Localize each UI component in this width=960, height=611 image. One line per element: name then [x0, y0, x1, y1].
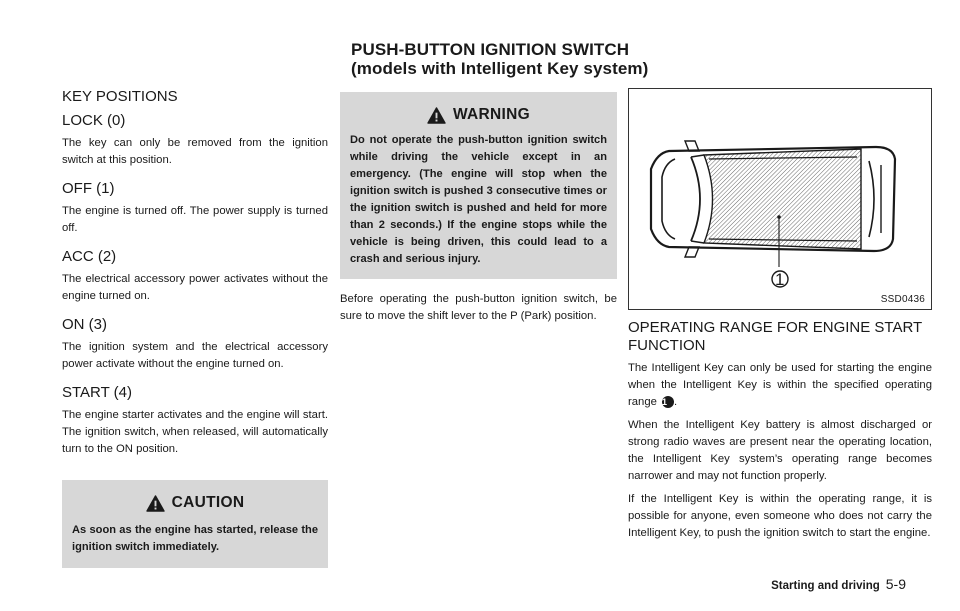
warning-heading-text: WARNING — [452, 106, 530, 123]
range-mark-icon: 1 — [662, 396, 674, 408]
lock-text: The key can only be removed from the ignition switch at this position. — [62, 137, 328, 166]
start-title: START (4) — [62, 384, 133, 401]
shift-lever-paragraph: Before operating the push-button ignition switch, be sure to move the shift lever to the P (Park) position. — [340, 293, 617, 322]
lock-title: LOCK (0) — [62, 112, 126, 129]
operating-range-figure — [628, 88, 932, 310]
page-number: 5-9 — [885, 576, 906, 592]
footer-section: Starting and driving — [771, 580, 880, 592]
off-text: The engine is turned off. The power supply is turned off. — [62, 205, 328, 234]
caution-box — [62, 480, 328, 568]
page-title: PUSH-BUTTON IGNITION SWITCH — [351, 40, 630, 59]
right-column — [628, 88, 932, 542]
acc-text: The electrical accessory power activates without the engine turned on. — [62, 273, 328, 302]
windshield-outline — [691, 157, 700, 241]
on-title: ON (3) — [62, 316, 107, 333]
left-column — [62, 88, 328, 568]
off-title: OFF (1) — [62, 180, 115, 197]
operating-range-title: OPERATING RANGE FOR ENGINE START FUNCTION — [628, 319, 922, 354]
key-positions-title: KEY POSITIONS — [62, 88, 178, 105]
warning-heading — [350, 106, 607, 124]
caution-heading — [72, 494, 318, 512]
start-text: The engine starter activates and the engine will start. The ignition switch, when released, will automatically turn to the ON position. — [62, 409, 328, 455]
vehicle-top-view-diagram — [629, 89, 931, 309]
warning-triangle-icon — [427, 107, 446, 124]
operating-range-p1-end: . — [674, 396, 678, 408]
figure-id: SSD0436 — [880, 294, 925, 305]
acc-title: ACC (2) — [62, 248, 117, 265]
rear-window-outline — [869, 161, 874, 237]
operating-range-p3: If the Intelligent Key is within the operating range, it is possible for anyone, even someone who does not carry the Intelligent Key, to push the ignition switch to start the engine. — [628, 493, 932, 539]
operating-range-p1-text: The Intelligent Key can only be used for starting the engine when the Intelligent Key is within the specified operating range — [628, 362, 932, 408]
operating-range-p2: When the Intelligent Key battery is almost discharged or strong radio waves are present near the operating location, the Intelligent Key system’s operating range becomes narrower and may not function properly. — [628, 419, 932, 482]
warning-text: Do not operate the push-button ignition switch while driving the vehicle except in an emergency. (The engine will stop when the ignition switch is pushed 3 consecutive times or the ignition switch is pushed and held for more than 2 seconds.) If the engine stops while the vehicle is being driven, this could lead to a crash and serious injury. — [350, 134, 607, 265]
caution-text: As soon as the engine has started, release the ignition switch immediately. — [72, 524, 318, 553]
page-header — [351, 40, 771, 78]
range-callout-label: 1 — [775, 270, 785, 289]
operating-range-area — [704, 149, 861, 249]
on-text: The ignition system and the electrical accessory power activate without the engine turned on. — [62, 341, 328, 370]
page-subtitle: (models with Intelligent Key system) — [351, 59, 649, 78]
warning-triangle-icon — [146, 495, 165, 512]
page-footer — [771, 576, 906, 592]
caution-heading-text: CAUTION — [171, 494, 245, 511]
warning-box — [340, 92, 617, 279]
operating-range-p1 — [628, 360, 932, 411]
middle-column — [340, 92, 617, 325]
